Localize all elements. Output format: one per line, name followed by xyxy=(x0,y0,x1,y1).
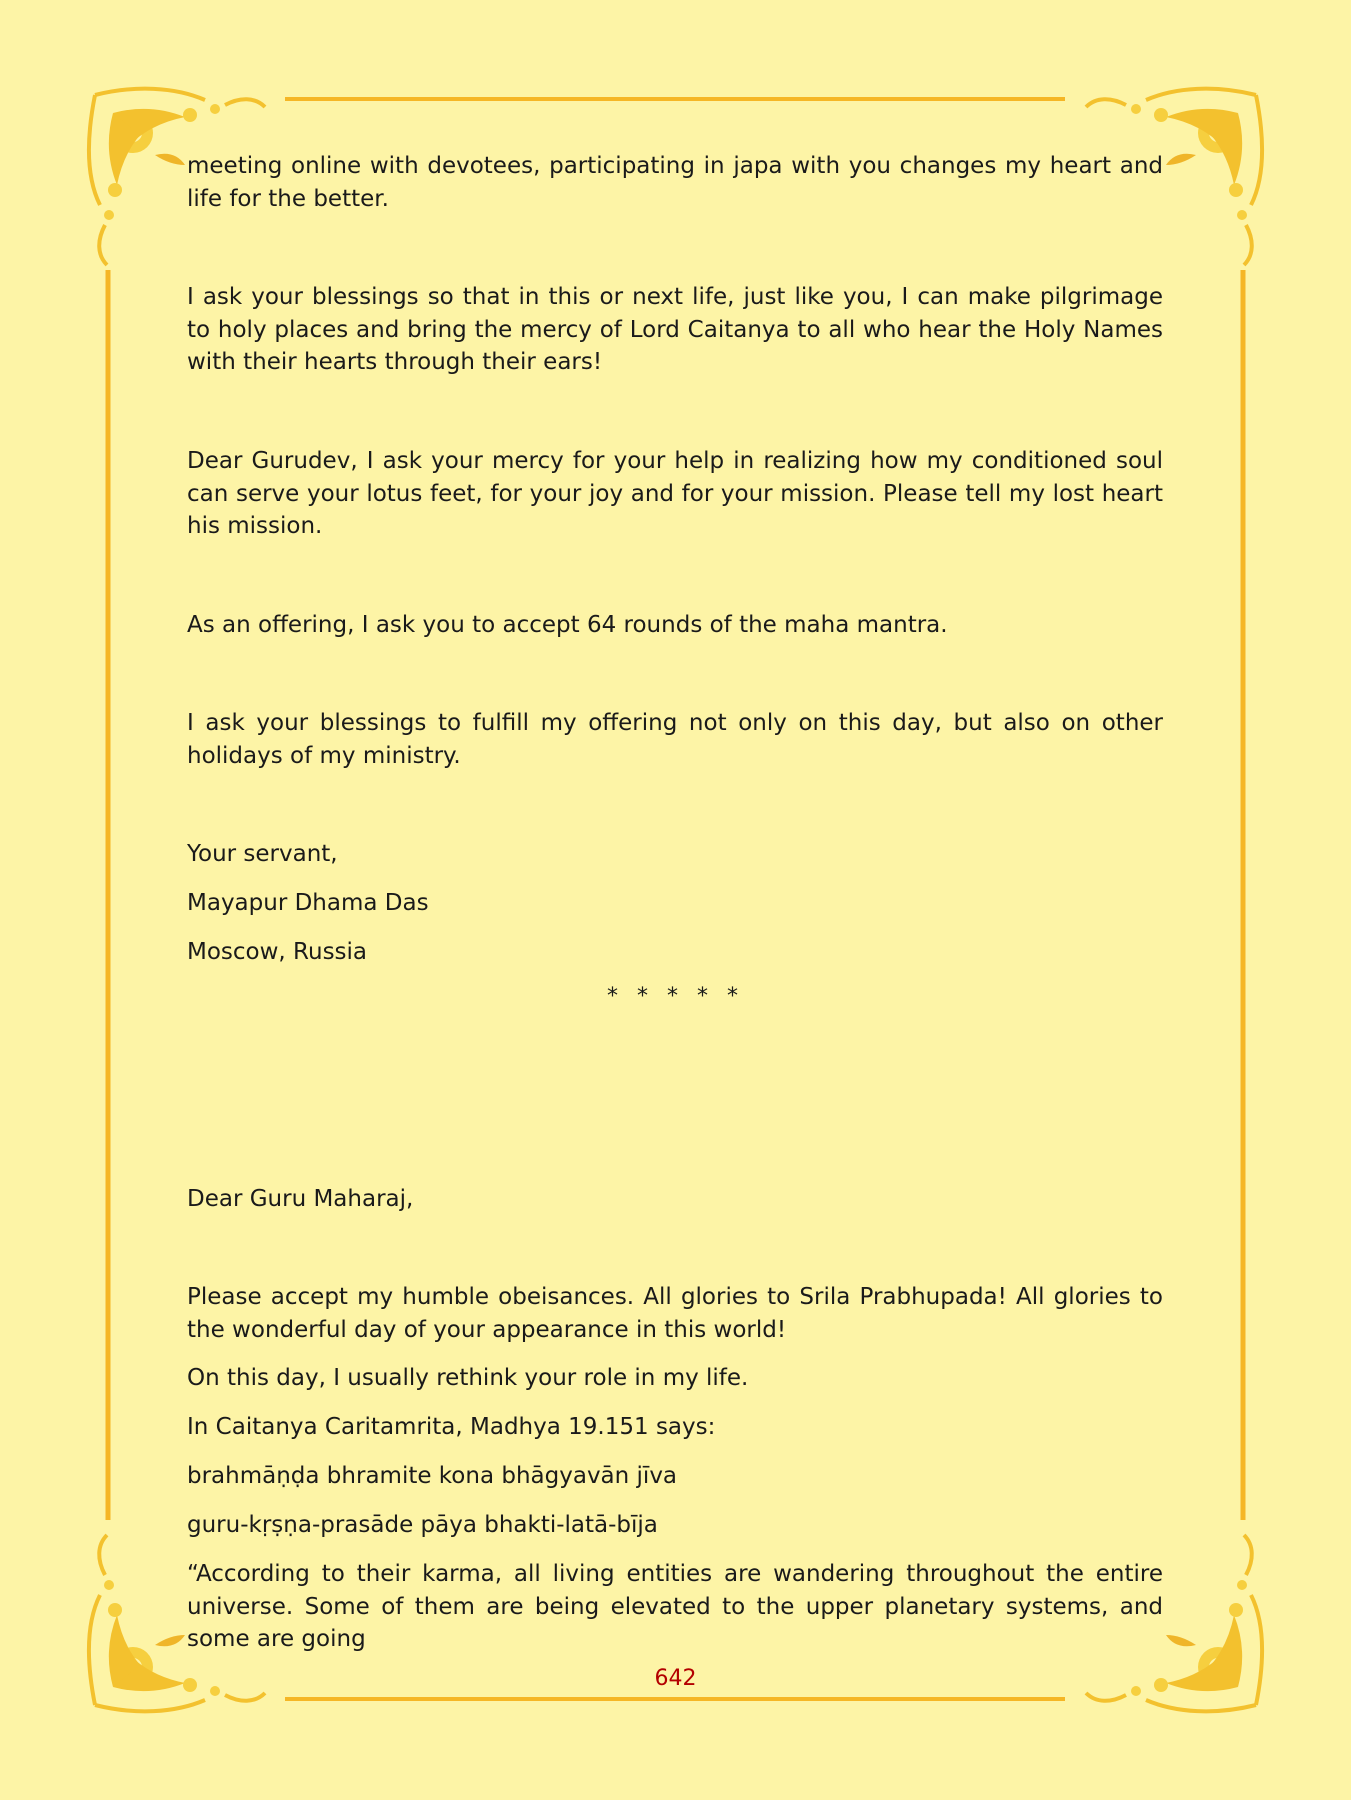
paragraph: As an offering, I ask you to accept 64 rounds of the maha mantra. xyxy=(187,612,948,638)
closing: Your servant, xyxy=(187,841,338,867)
paragraph: Please accept my humble obeisances. All glories to Srila Prabhupada! All glories to the wonderful day of your appearance in this world! xyxy=(187,1284,1163,1343)
page-number: 642 xyxy=(654,1666,697,1691)
paragraph: I ask your blessings so that in this or next life, just like you, I can make pilgrimage to holy places and bring the mercy of Lord Caitanya to all who hear the Holy Names with their hearts through their ears! xyxy=(187,284,1163,375)
paragraph: meeting online with devotees, participating in japa with you changes my heart and life for the better. xyxy=(187,153,1163,212)
signature: Mayapur Dhama Das xyxy=(187,890,429,916)
paragraph: On this day, I usually rethink your role in my life. xyxy=(187,1365,749,1391)
paragraph: In Caitanya Caritamrita, Madhya 19.151 says: xyxy=(187,1414,716,1440)
paragraph: Dear Gurudev, I ask your mercy for your help in realizing how my conditioned soul can serve your lotus feet, for your joy and for your mission. Please tell my lost heart his mission. xyxy=(187,448,1163,539)
salutation: Dear Guru Maharaj, xyxy=(187,1186,414,1212)
verse-line: brahmāṇḍa bhramite kona bhāgyavān jīva xyxy=(187,1463,678,1489)
paragraph: “According to their karma, all living entities are wandering throughout the entire universe. Some of them are being elevated to the upper planetary systems, and some are going xyxy=(187,1561,1163,1652)
location: Moscow, Russia xyxy=(187,939,368,965)
verse-line: guru-kṛṣṇa-prasāde pāya bhakti-latā-bīja xyxy=(187,1512,658,1538)
paragraph: I ask your blessings to fulfill my offering not only on this day, but also on other holidays of my ministry. xyxy=(187,710,1163,769)
section-separator: * * * * * xyxy=(607,984,744,1009)
